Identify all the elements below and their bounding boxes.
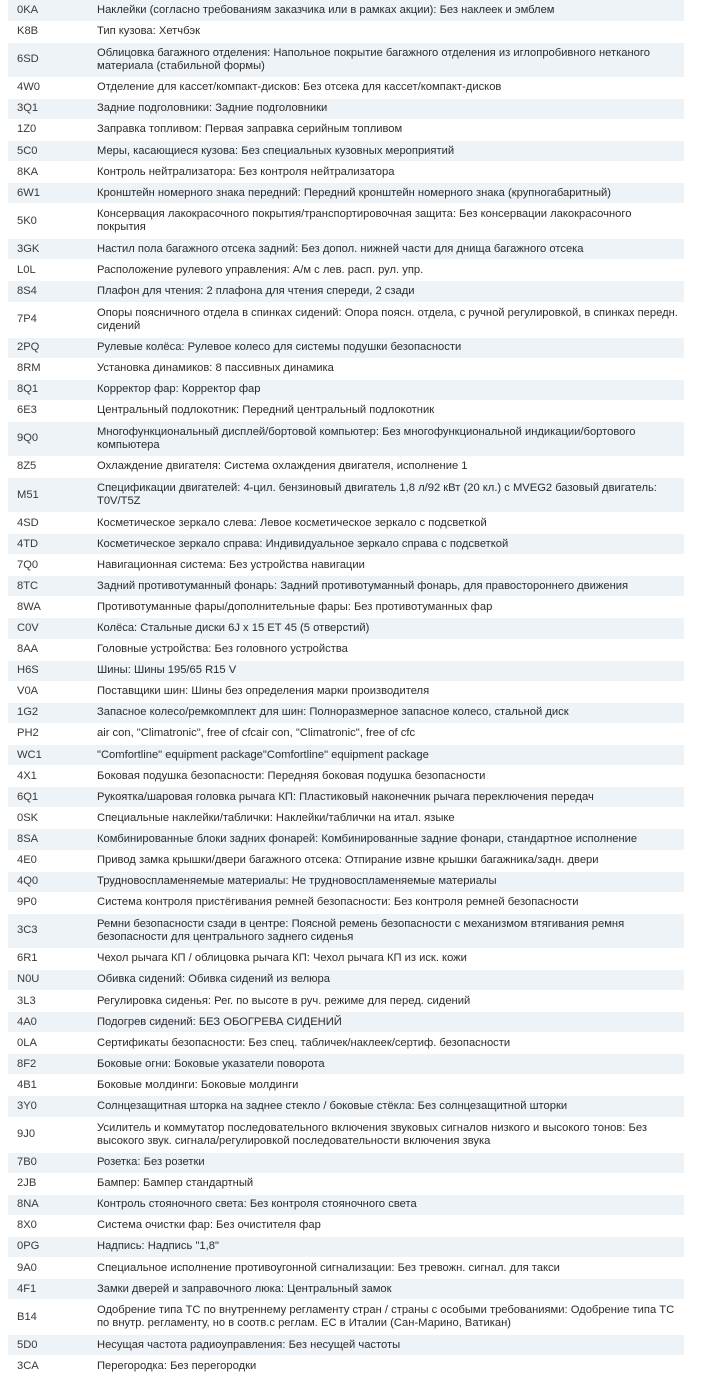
option-code: 8WA [8,597,89,618]
option-description: Шины: Шины 195/65 R15 V [89,660,684,681]
option-description: Ремни безопасности сзади в центре: Поясной ремень безопасности с механизмом втягивания ремня безопасности для центрального заднего сиденья [89,913,684,948]
option-description: Солнцезащитная шторка на заднее стекло / боковые стёкла: Без солнцезащитной шторки [89,1096,684,1117]
table-row [8,337,684,358]
table-row [8,1054,684,1075]
option-description: Контроль стояночного света: Без контроля стояночного света [89,1194,684,1215]
option-description: Наклейки (согласно требованиям заказчика или в рамках акции): Без наклеек и эмблем [89,0,684,21]
table-row [8,1279,684,1300]
option-description: Одобрение типа ТС по внутреннему регламенту стран / страны с особыми требованиями: Одобрение типа ТС по внутр. регламенту, но в соотв.с реглам. ЕС в Италии (Сан-Марино, Ватикан) [89,1300,684,1335]
table-row [8,478,684,513]
table-row [8,850,684,871]
table-row [8,1356,684,1377]
option-code: 4A0 [8,1012,89,1033]
option-description: Система очистки фар: Без очистителя фар [89,1215,684,1236]
option-code: 8X0 [8,1215,89,1236]
option-description: Косметическое зеркало слева: Левое косметическое зеркало с подсветкой [89,513,684,534]
table-body [8,0,684,1377]
table-row [8,260,684,281]
option-code: 9J0 [8,1117,89,1152]
table-row [8,1117,684,1152]
scrollbar[interactable] [710,0,720,1376]
table-row [8,871,684,892]
table-row [8,913,684,948]
option-code: 6E3 [8,400,89,421]
option-code: 8AA [8,639,89,660]
option-code: 6SD [8,42,89,77]
option-code: 4X1 [8,766,89,787]
table-row [8,0,684,21]
option-description: Регулировка сиденья: Рег. по высоте в руч. режиме для перед. сидений [89,990,684,1011]
option-description: Плафон для чтения: 2 плафона для чтения спереди, 2 сзади [89,281,684,302]
option-description: Комбинированные блоки задних фонарей: Комбинированные задние фонари, стандартное исполнение [89,829,684,850]
table-row [8,421,684,456]
table-row [8,597,684,618]
option-description: Усилитель и коммутатор последовательного включения звуковых сигналов низкого и высокого тонов: Без высокого звук. сигнала/регулировкой последовательности включения звука [89,1117,684,1152]
option-description: Косметическое зеркало справа: Индивидуальное зеркало справа с подсветкой [89,534,684,555]
option-code: 6Q1 [8,787,89,808]
table-row [8,119,684,140]
option-code: 9Q0 [8,421,89,456]
table-row [8,302,684,337]
table-row [8,1335,684,1356]
table-row [8,162,684,183]
option-description: Привод замка крышки/двери багажного отсека: Отпирание извне крышки багажника/задн. двери [89,850,684,871]
table-row [8,1152,684,1173]
option-description: Подогрев сидений: БЕЗ ОБОГРЕВА СИДЕНИЙ [89,1012,684,1033]
table-row [8,745,684,766]
option-code: N0U [8,969,89,990]
option-description: Запасное колесо/ремкомплект для шин: Полноразмерное запасное колесо, стальной диск [89,702,684,723]
option-description: Система контроля пристёгивания ремней безопасности: Без контроля ремней безопасности [89,892,684,913]
table-row [8,21,684,42]
option-code: 0SK [8,808,89,829]
equipment-codes-table [8,0,684,1377]
option-code: H6S [8,660,89,681]
table-row [8,1194,684,1215]
table-row [8,456,684,477]
option-code: 6R1 [8,948,89,969]
option-description: Противотуманные фары/дополнительные фары: Без противотуманных фар [89,597,684,618]
option-code: 7B0 [8,1152,89,1173]
option-description: Расположение рулевого управления: А/м с лев. расп. рул. упр. [89,260,684,281]
table-row [8,990,684,1011]
option-description: Поставщики шин: Шины без определения марки производителя [89,681,684,702]
table-row [8,1215,684,1236]
option-code: 8KA [8,162,89,183]
option-description: Облицовка багажного отделения: Напольное покрытие багажного отделения из иглопробивного нетканого материала (стабильной формы) [89,42,684,77]
option-code: 0KA [8,0,89,21]
table-row [8,534,684,555]
option-description: "Comfortline" equipment package"Comfortline" equipment package [89,745,684,766]
option-code: WC1 [8,745,89,766]
table-row [8,1033,684,1054]
option-code: 7P4 [8,302,89,337]
table-row [8,1173,684,1194]
option-description: Корректор фар: Корректор фар [89,379,684,400]
option-code: 3GK [8,239,89,260]
option-description: Многофункциональный дисплей/бортовой компьютер: Без многофункциональной индикации/бортового компьютера [89,421,684,456]
table-row [8,1258,684,1279]
option-code: 1Z0 [8,119,89,140]
option-code: 5K0 [8,204,89,239]
table-row [8,204,684,239]
table-row [8,660,684,681]
option-description: Надпись: Надпись "1,8" [89,1236,684,1257]
table-row [8,892,684,913]
table-row [8,1075,684,1096]
option-code: B14 [8,1300,89,1335]
option-description: Кронштейн номерного знака передний: Передний кронштейн номерного знака (крупногабаритный) [89,183,684,204]
option-description: Консервация лакокрасочного покрытия/транспортировочная защита: Без консервации лакокрасочного покрытия [89,204,684,239]
option-description: Боковая подушка безопасности: Передняя боковая подушка безопасности [89,766,684,787]
option-code: 3Y0 [8,1096,89,1117]
option-code: 3Q1 [8,98,89,119]
option-description: Центральный подлокотник: Передний центральный подлокотник [89,400,684,421]
option-description: Меры, касающиеся кузова: Без специальных кузовных мероприятий [89,140,684,161]
option-code: 7Q0 [8,555,89,576]
table-row [8,1096,684,1117]
table-row [8,1012,684,1033]
table-row [8,42,684,77]
option-code: 9A0 [8,1258,89,1279]
option-code: 4SD [8,513,89,534]
option-description: Трудновоспламеняемые материалы: Не трудновоспламеняемые материалы [89,871,684,892]
option-description: air con, "Climatronic", free of cfcair con, "Climatronic", free of cfc [89,723,684,744]
table-row [8,576,684,597]
option-description: Спецификации двигателей: 4-цил. бензиновый двигатель 1,8 л/92 кВт (20 кл.) с MVEG2 базовый двигатель: T0V/T5Z [89,478,684,513]
option-description: Навигационная система: Без устройства навигации [89,555,684,576]
option-description: Специальное исполнение противоугонной сигнализации: Без тревожн. сигнал. для такси [89,1258,684,1279]
option-description: Тип кузова: Хетчбэк [89,21,684,42]
option-code: 8S4 [8,281,89,302]
option-code: 4Q0 [8,871,89,892]
option-code: 0PG [8,1236,89,1257]
table-row [8,98,684,119]
option-code: 4W0 [8,77,89,98]
table-row [8,183,684,204]
option-description: Специальные наклейки/таблички: Наклейки/таблички на итал. языке [89,808,684,829]
option-description: Рукоятка/шаровая головка рычага КП: Пластиковый наконечник рычага переключения передач [89,787,684,808]
option-description: Заправка топливом: Первая заправка серийным топливом [89,119,684,140]
option-code: 8Z5 [8,456,89,477]
option-description: Задний противотуманный фонарь: Задний противотуманный фонарь, для правостороннего движения [89,576,684,597]
table-row [8,702,684,723]
option-description: Головные устройства: Без головного устройства [89,639,684,660]
option-description: Опоры поясничного отдела в спинках сидений: Опора поясн. отдела, с ручной регулировкой, в спинках передн. сидений [89,302,684,337]
option-description: Задние подголовники: Задние подголовники [89,98,684,119]
option-code: 5C0 [8,140,89,161]
option-code: 4E0 [8,850,89,871]
option-code: 1G2 [8,702,89,723]
option-code: 8SA [8,829,89,850]
option-description: Боковые огни: Боковые указатели поворота [89,1054,684,1075]
option-description: Розетка: Без розетки [89,1152,684,1173]
table-row [8,1300,684,1335]
table-row [8,358,684,379]
option-description: Перегородка: Без перегородки [89,1356,684,1377]
table-row [8,555,684,576]
option-code: 8RM [8,358,89,379]
option-code: 8TC [8,576,89,597]
table-row [8,681,684,702]
table-row [8,400,684,421]
table-row [8,379,684,400]
option-code: 0LA [8,1033,89,1054]
option-code: 6W1 [8,183,89,204]
table-row [8,77,684,98]
table-row [8,787,684,808]
option-description: Замки дверей и заправочного люка: Центральный замок [89,1279,684,1300]
option-code: M51 [8,478,89,513]
option-code: 8F2 [8,1054,89,1075]
option-code: L0L [8,260,89,281]
option-code: V0A [8,681,89,702]
option-code: 5D0 [8,1335,89,1356]
option-description: Несущая частота радиоуправления: Без несущей частоты [89,1335,684,1356]
table-row [8,948,684,969]
option-description: Контроль нейтрализатора: Без контроля нейтрализатора [89,162,684,183]
option-code: PH2 [8,723,89,744]
option-description: Отделение для кассет/компакт-дисков: Без отсека для кассет/компакт-дисков [89,77,684,98]
option-code: 3CA [8,1356,89,1377]
option-code: C0V [8,618,89,639]
table-row [8,766,684,787]
table-row [8,969,684,990]
option-description: Колёса: Стальные диски 6J x 15 ET 45 (5 отверстий) [89,618,684,639]
table-row [8,639,684,660]
option-code: K8B [8,21,89,42]
option-code: 8NA [8,1194,89,1215]
option-description: Обивка сидений: Обивка сидений из велюра [89,969,684,990]
table-row [8,1236,684,1257]
option-description: Рулевые колёса: Рулевое колесо для системы подушки безопасности [89,337,684,358]
option-code: 4TD [8,534,89,555]
option-code: 9P0 [8,892,89,913]
option-description: Охлаждение двигателя: Система охлаждения двигателя, исполнение 1 [89,456,684,477]
table-row [8,281,684,302]
table-row [8,618,684,639]
table-row [8,513,684,534]
option-code: 4F1 [8,1279,89,1300]
table-row [8,829,684,850]
option-code: 4B1 [8,1075,89,1096]
option-code: 3C3 [8,913,89,948]
table-row [8,140,684,161]
option-description: Установка динамиков: 8 пассивных динамика [89,358,684,379]
option-description: Боковые молдинги: Боковые молдинги [89,1075,684,1096]
option-description: Чехол рычага КП / облицовка рычага КП: Чехол рычага КП из иск. кожи [89,948,684,969]
table-row [8,723,684,744]
option-description: Сертификаты безопасности: Без спец. табличек/наклеек/сертиф. безопасности [89,1033,684,1054]
option-description: Бампер: Бампер стандартный [89,1173,684,1194]
option-description: Настил пола багажного отсека задний: Без допол. нижней части для днища багажного отсека [89,239,684,260]
option-code: 8Q1 [8,379,89,400]
table-row [8,239,684,260]
table-row [8,808,684,829]
option-code: 3L3 [8,990,89,1011]
option-code: 2PQ [8,337,89,358]
option-code: 2JB [8,1173,89,1194]
